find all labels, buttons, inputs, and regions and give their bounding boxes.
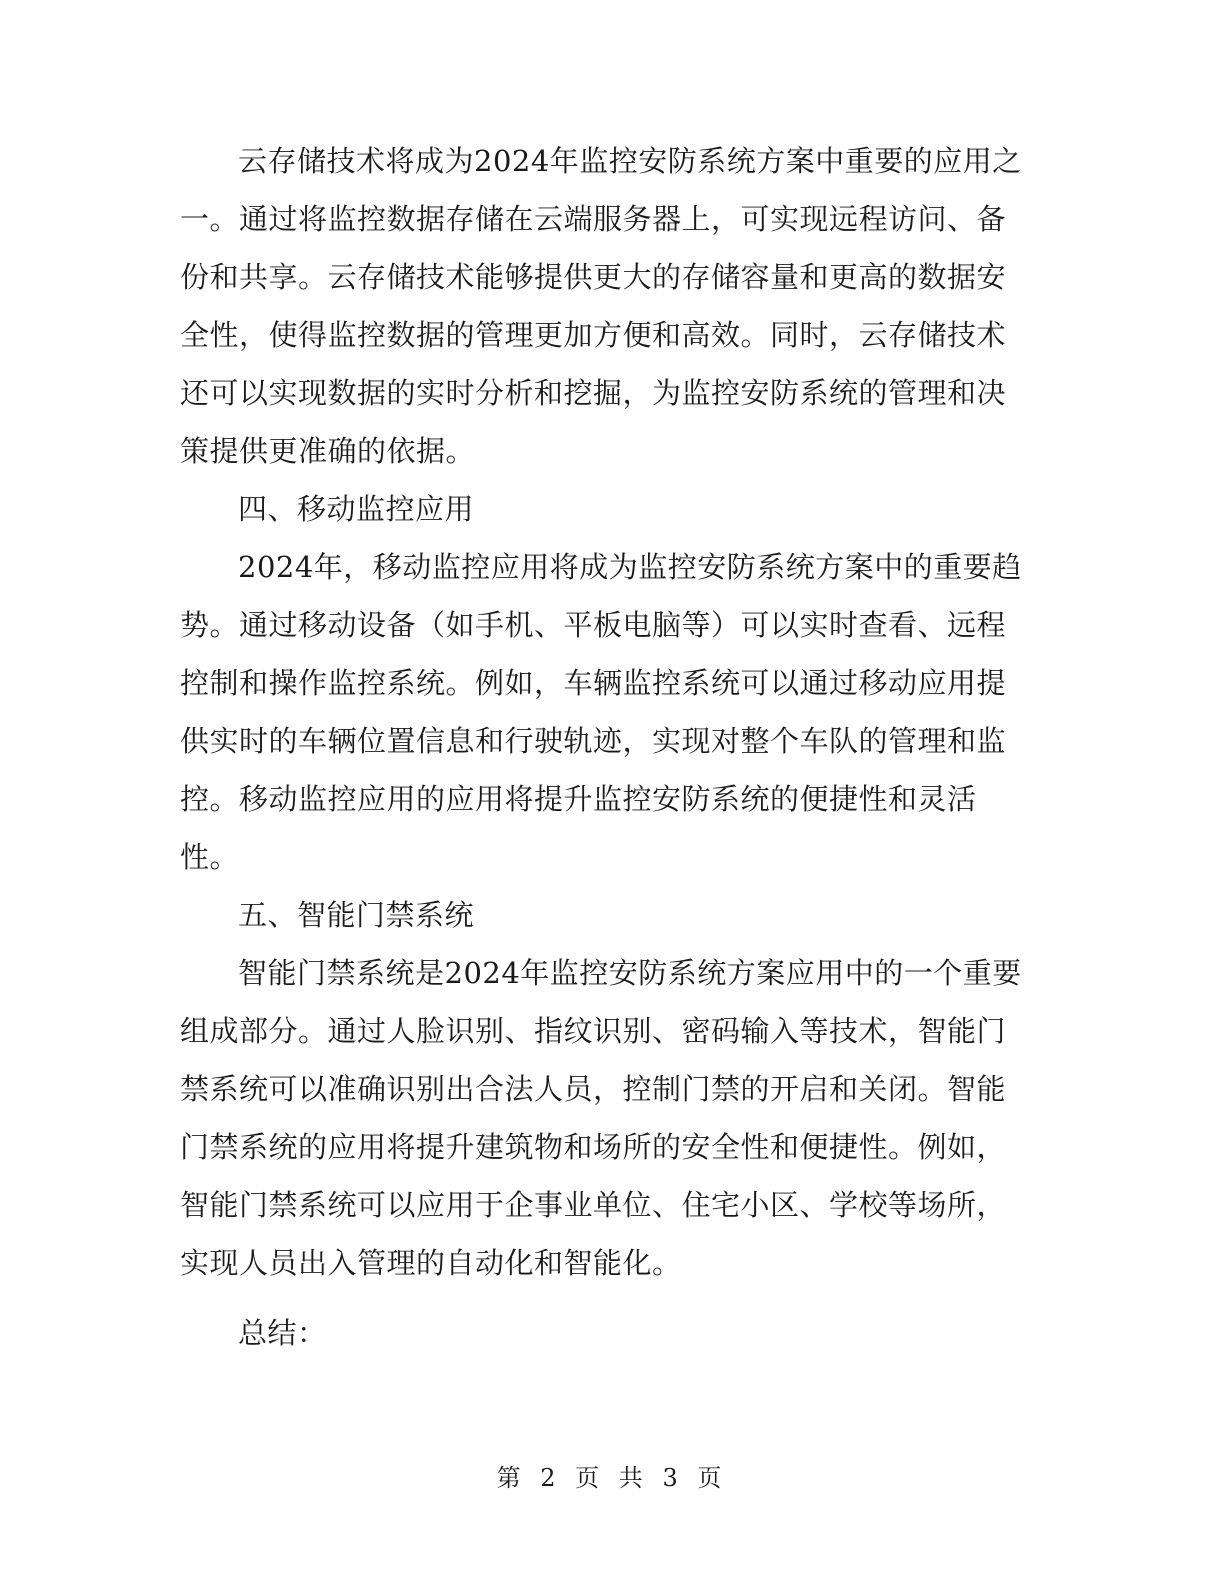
text-line: 禁系统可以准确识别出合法人员，控制门禁的开启和关闭。智能 [180,1072,1007,1106]
text-line: 实现人员出入管理的自动化和智能化。 [180,1246,682,1280]
text-line: 供实时的车辆位置信息和行驶轨迹，实现对整个车队的管理和监 [180,724,1007,758]
text-line: 2024年，移动监控应用将成为监控安防系统方案中的重要趋 [238,550,1022,584]
paragraph-mobile-monitoring [180,538,1028,886]
text-line: 性。 [180,840,240,874]
text-line: 份和共享。云存储技术能够提供更大的存储容量和更高的数据安 [180,260,1007,294]
summary-label: 总结： [238,1316,327,1350]
paragraph-cloud-storage [180,132,1028,480]
text-line: 势。通过移动设备（如手机、平板电脑等）可以实时查看、远程 [180,608,1007,642]
section-heading-mobile: 四、移动监控应用 [238,492,475,526]
paragraph-smart-access [180,944,1028,1292]
section-heading-access: 五、智能门禁系统 [238,898,475,932]
text-line: 智能门禁系统是2024年监控安防系统方案应用中的一个重要 [238,956,1022,990]
text-line: 控制和操作监控系统。例如，车辆监控系统可以通过移动应用提 [180,666,1007,700]
text-line: 一。通过将监控数据存储在云端服务器上，可实现远程访问、备 [180,202,1007,236]
text-line: 云存储技术将成为2024年监控安防系统方案中重要的应用之 [238,144,1022,178]
text-line: 智能门禁系统可以应用于企事业单位、住宅小区、学校等场所， [180,1188,1007,1222]
document-body [180,132,1028,1362]
spacer [180,1292,1028,1304]
text-line: 门禁系统的应用将提升建筑物和场所的安全性和便捷性。例如， [180,1130,1007,1164]
text-line: 全性，使得监控数据的管理更加方便和高效。同时，云存储技术 [180,318,1007,352]
text-line: 还可以实现数据的实时分析和挖掘，为监控安防系统的管理和决 [180,376,1007,410]
text-line: 策提供更准确的依据。 [180,434,476,468]
text-line: 组成部分。通过人脸识别、指纹识别、密码输入等技术，智能门 [180,1014,1007,1048]
text-line: 控。移动监控应用的应用将提升监控安防系统的便捷性和灵活 [180,782,977,816]
page-number-footer: 第 2 页 共 3 页 [496,1464,728,1492]
